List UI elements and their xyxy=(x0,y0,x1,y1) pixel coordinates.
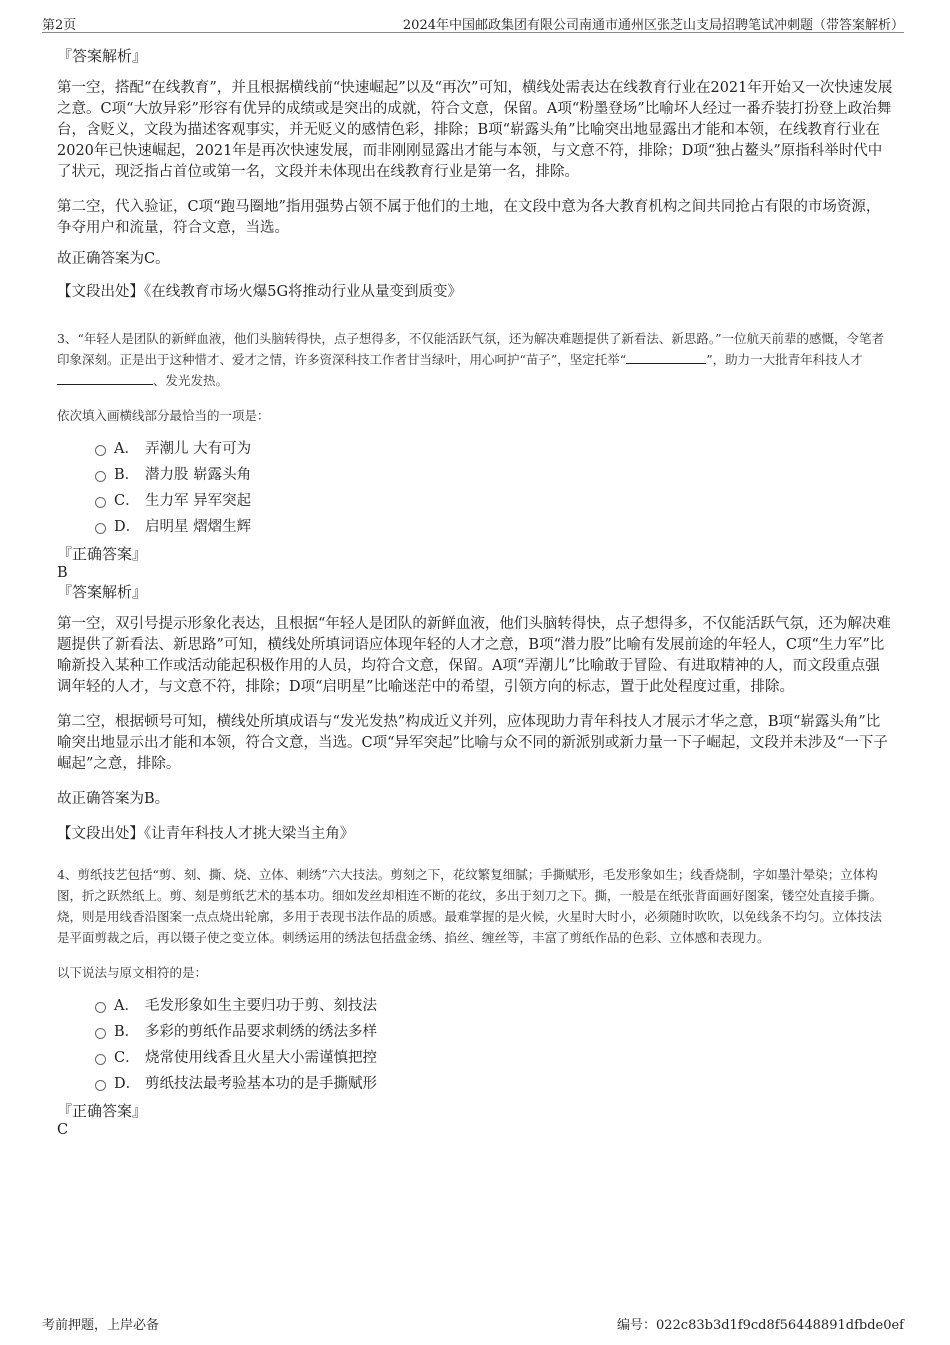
q4-option-d[interactable]: D． 剪纸技法最考验基本功的是手撕赋形 xyxy=(95,1071,893,1097)
page-number: 第2页 xyxy=(42,18,77,33)
radio-icon[interactable] xyxy=(95,471,106,482)
q3-analysis-para2: 第二空，根据顿号可知，横线处所填成语与“发光发热”构成近义并列，应体现助力青年科技人才展示才华之意，B项“崭露头角”比喻突出地显示出才能和本领，符合文意，当选。C项“异军突起”比喻与众不同的新派别或新力量一下子崛起，文段并未涉及“一下子崛起”之意，排除。 xyxy=(57,714,888,772)
q3-prompt: 依次填入画横线部分最恰当的一项是： xyxy=(57,408,270,423)
q4-options xyxy=(95,993,893,1097)
q2-analysis-para1: 第一空，搭配“在线教育”，并且根据横线前“快速崛起”以及“再次”可知，横线处需表达在线教育行业在2021年开始又一次快速发展之意。C项“大放异彩”形容有优异的成绩或是突出的成就，符合文意，保留。A项“粉墨登场”比喻坏人经过一番乔装打扮登上政治舞台，含贬义，文段为描述客观事实，并无贬义的感情色彩，排除；B项“崭露头角”比喻突出地显露出才能和本领，在线教育行业在2020年已快速崛起，2021年是再次快速发展，而非刚刚显露出才能与本领，与文意不符，排除；D项“独占鳌头”原指科举时代中了状元，现泛指占首位或第一名，文段并未体现出在线教育行业是第一名，排除。 xyxy=(57,80,893,180)
q3-blank-2 xyxy=(57,372,153,385)
radio-icon[interactable] xyxy=(95,523,106,534)
q4-answer-tag: 『正确答案』 xyxy=(57,1102,148,1120)
radio-icon[interactable] xyxy=(95,1028,106,1039)
q3-stem: 3、“年轻人是团队的新鲜血液，他们头脑转得快，点子想得多，不仅能活跃气氛，还为解决难题提供了新看法、新思路。”一位航天前辈的感慨，令笔者印象深刻。正是出于这种惜才、爱才之情，许多资深科技工作者甘当绿叶，用心呵护“苗子”，坚定托举“ ”，助力一大批青年科技人才、发光发热。 xyxy=(57,331,884,388)
q2-analysis-tag: 『答案解析』 xyxy=(57,47,148,65)
q3-blank-1 xyxy=(626,351,706,364)
q2-source: 【文段出处】《在线教育市场火爆5G将推动行业从量变到质变》 xyxy=(57,284,463,300)
q3-option-b[interactable]: B． 潜力股 崭露头角 xyxy=(95,462,893,488)
q4-option-b[interactable]: B． 多彩的剪纸作品要求刺绣的绣法多样 xyxy=(95,1019,893,1045)
q2-analysis-para2: 第二空，代入验证，C项“跑马圈地”指用强势占领不属于他们的土地，在文段中意为各大教育机构之间共同抢占有限的市场资源，争夺用户和流量，符合文意，当选。 xyxy=(57,199,881,236)
radio-icon[interactable] xyxy=(95,1054,106,1065)
q4-option-c[interactable]: C． 烧常使用线香且火星大小需谨慎把控 xyxy=(95,1045,893,1071)
q3-answer-tag: 『正确答案』 xyxy=(57,545,148,563)
radio-icon[interactable] xyxy=(95,1002,106,1013)
q4-answer: C xyxy=(57,1122,69,1138)
q3-option-c[interactable]: C． 生力军 异军突起 xyxy=(95,488,893,514)
radio-icon[interactable] xyxy=(95,497,106,508)
radio-icon[interactable] xyxy=(95,445,106,456)
q3-analysis-para1: 第一空，双引号提示形象化表达，且根据“年轻人是团队的新鲜血液，他们头脑转得快，点子想得多，不仅能活跃气氛，还为解决难题提供了新看法、新思路”可知，横线处所填词语应体现年轻的人才之意，B项“潜力股”比喻有发展前途的年轻人，C项“生力军”比喻新投入某种工作或活动能起积极作用的人员，均符合文意，保留。A项“弄潮儿”比喻敢于冒险、有进取精神的人，而文段重点强调年轻的人才，与文意不符，排除；D项“启明星”比喻迷茫中的希望，引领方向的标志，置于此处程度过重，排除。 xyxy=(57,616,891,695)
q3-analysis-tag: 『答案解析』 xyxy=(57,583,148,601)
page-footer xyxy=(42,1314,904,1332)
q3-options xyxy=(95,436,893,540)
radio-icon[interactable] xyxy=(95,1080,106,1091)
q4-stem: 4、剪纸技艺包括“剪、刻、撕、烧、立体、刺绣”六大技法。剪刻之下，花纹繁复细腻；手撕赋形，毛发形象如生；线香烧制，字如墨汁晕染；立体构图，折之跃然纸上。剪、刻是剪纸艺术的基本功。细如发丝却相连不断的花纹，多出于刻刀之下。撕，一般是在纸张背面画好图案，镂空处直接手撕。烧，则是用线香沿图案一点点烧出轮廓，多用于表现书法作品的质感。最难掌握的是火候，火星时大时小，必须随时吹吹，以免线条不均匀。立体技法是平面剪裁之后，再以镊子使之变立体。刺绣运用的绣法包括盘金绣、掐丝、缠丝等，丰富了剪纸作品的色彩、立体感和表现力。 xyxy=(57,867,883,945)
footer-serial: 编号：022c83b3d1f9cd8f56448891dfbde0ef xyxy=(616,1318,904,1333)
document-title: 2024年中国邮政集团有限公司南通市通州区张芝山支局招聘笔试冲刺题（带答案解析） xyxy=(402,18,904,33)
footer-slogan: 考前押题，上岸必备 xyxy=(42,1318,160,1333)
q3-source: 【文段出处】《让青年科技人才挑大梁当主角》 xyxy=(57,826,355,842)
q3-option-a[interactable]: A． 弄潮儿 大有可为 xyxy=(95,436,893,462)
q2-conclusion: 故正确答案为C。 xyxy=(57,251,170,267)
q4-option-a[interactable]: A． 毛发形象如生主要归功于剪、刻技法 xyxy=(95,993,893,1019)
q3-option-d[interactable]: D． 启明星 熠熠生辉 xyxy=(95,514,893,540)
q3-answer: B xyxy=(57,565,68,581)
page-header xyxy=(42,14,904,33)
q4-prompt: 以下说法与原文相符的是： xyxy=(57,965,208,980)
page-content xyxy=(57,46,893,1139)
q3-conclusion: 故正确答案为B。 xyxy=(57,791,170,807)
